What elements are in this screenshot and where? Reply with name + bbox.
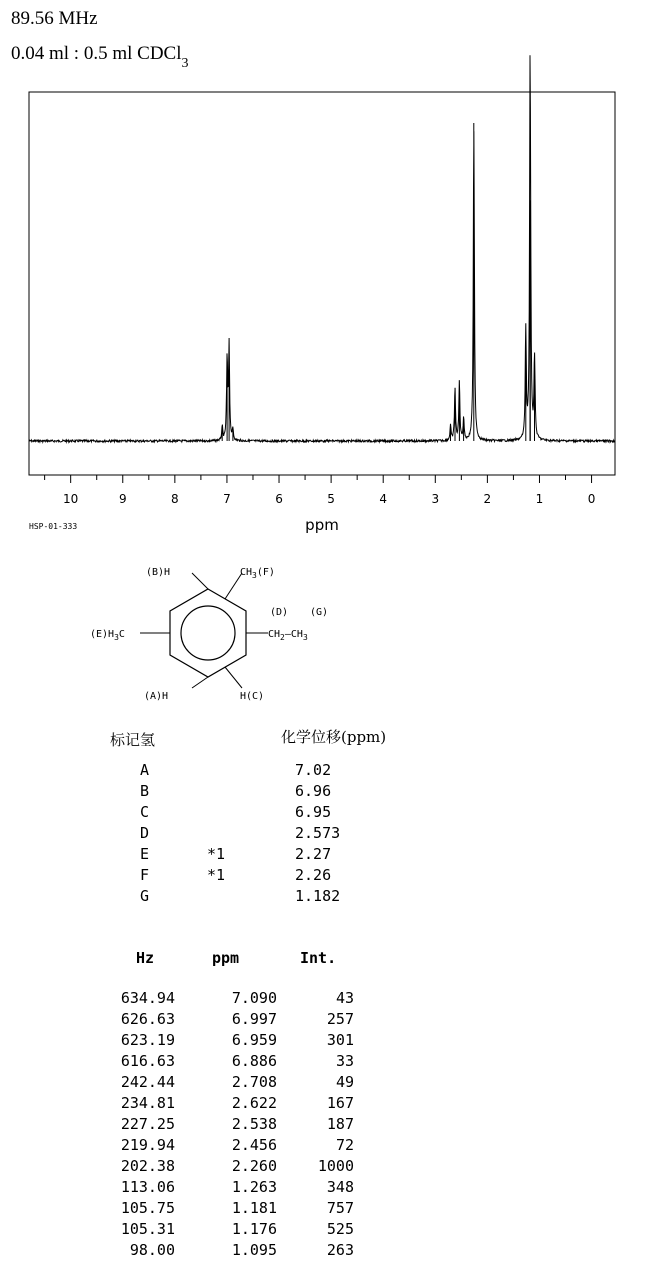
bond-b [192,573,208,589]
spectrum-code: HSP-01-333 [29,522,78,531]
assignment-shift: 2.26 [295,866,332,884]
peak-hz: 634.94 [120,989,175,1007]
assignment-label: C [140,803,150,821]
label-a: (A)H [144,691,169,702]
assignment-label: E [140,845,150,863]
x-tick-label: 1 [535,492,544,506]
label-b: (B)H [146,567,171,578]
peak-ppm: 1.263 [231,1178,277,1196]
peak-int: 49 [335,1073,354,1091]
peak-int: 348 [326,1178,354,1196]
x-tick-label: 5 [327,492,335,506]
peak-hz: 202.38 [120,1157,175,1175]
peak-ppm: 7.090 [231,989,277,1007]
x-tick-label: 6 [275,492,283,506]
peak-header-ppm: ppm [212,949,240,967]
peak-ppm: 1.176 [231,1220,277,1238]
x-tick-label: 8 [171,492,179,506]
peak-int: 167 [326,1094,354,1112]
peak-hz: 227.25 [120,1115,175,1133]
nmr-spectrum-chart [0,0,652,540]
assignment-note: *1 [207,845,226,863]
peak-hz: 616.63 [120,1052,175,1070]
spectrum-trace [29,55,615,442]
peak-hz: 623.19 [120,1031,175,1049]
peak-int: 43 [335,989,354,1007]
assignment-shift: 7.02 [295,761,332,779]
assignment-note: *1 [207,866,226,884]
label-f: $CH_3(F)$ [240,567,275,580]
peak-hz: 98.00 [129,1241,175,1259]
label-ethyl: $CH_2—CH_3$ [268,629,308,642]
peak-header-int: Int. [300,949,337,967]
assignment-header-shift: 化学位移(ppm) [281,728,387,746]
assignment-label: F [140,866,150,884]
x-tick-label: 3 [431,492,440,506]
peak-ppm: 2.456 [231,1136,277,1154]
assignment-shift: 6.95 [295,803,332,821]
peak-int: 301 [326,1031,354,1049]
x-axis-tick-labels [63,492,595,506]
peak-ppm: 2.708 [231,1073,277,1091]
peak-int: 525 [326,1220,354,1238]
assignment-label: G [140,887,150,905]
peak-hz: 234.81 [120,1094,175,1112]
plot-frame [29,92,615,475]
peak-int: 1000 [317,1157,354,1175]
assignment-label: D [140,824,150,842]
peak-ppm: 2.260 [231,1157,277,1175]
peak-int: 263 [326,1241,354,1259]
assignment-shift: 6.96 [295,782,332,800]
peak-ppm: 2.538 [231,1115,277,1133]
assignment-shift: 2.573 [295,824,341,842]
peak-int: 257 [326,1010,354,1028]
peak-hz: 219.94 [120,1136,175,1154]
peak-ppm: 2.622 [231,1094,277,1112]
x-tick-label: 7 [223,492,231,506]
x-tick-label: 0 [587,492,596,506]
label-e: $(E)H_3C$ [90,629,125,642]
bond-a [192,677,208,688]
assignment-header-label: 标记氢 [110,731,156,749]
peak-ppm: 6.959 [231,1031,277,1049]
peak-ppm: 1.095 [231,1241,277,1259]
x-tick-label: 2 [483,492,492,506]
molecule-structure [80,560,350,710]
peak-int: 72 [335,1136,354,1154]
x-axis-label: ppm [305,516,339,534]
bond-c [225,667,242,688]
spectrometer-frequency: 89.56 MHz [11,8,98,29]
x-tick-label: 4 [379,492,388,506]
peak-int: 757 [326,1199,354,1217]
peak-int: 33 [335,1052,354,1070]
assignment-shift: 2.27 [295,845,332,863]
sample-main: 0.04 ml : 0.5 ml CDCl [11,43,182,64]
peak-int: 187 [326,1115,354,1133]
peak-ppm: 6.997 [231,1010,277,1028]
peak-ppm: 6.886 [231,1052,277,1070]
label-g: (G) [310,607,329,618]
peak-hz: 105.31 [120,1220,175,1238]
label-d: (D) [270,607,289,618]
assignment-shift: 1.182 [295,887,341,905]
assignment-label: A [140,761,150,779]
peak-hz: 242.44 [120,1073,175,1091]
peak-header-hz: Hz [136,949,155,967]
peak-hz: 113.06 [120,1178,175,1196]
sample-subscript: 3 [181,56,189,71]
x-tick-label: 10 [63,492,79,506]
peak-ppm: 1.181 [231,1199,277,1217]
peak-hz: 626.63 [120,1010,175,1028]
assignment-label: B [140,782,150,800]
peak-hz: 105.75 [120,1199,175,1217]
x-axis-ticks [45,475,592,483]
label-c: H(C) [240,691,265,702]
benzene-ring [170,589,246,677]
x-tick-label: 9 [118,492,127,506]
